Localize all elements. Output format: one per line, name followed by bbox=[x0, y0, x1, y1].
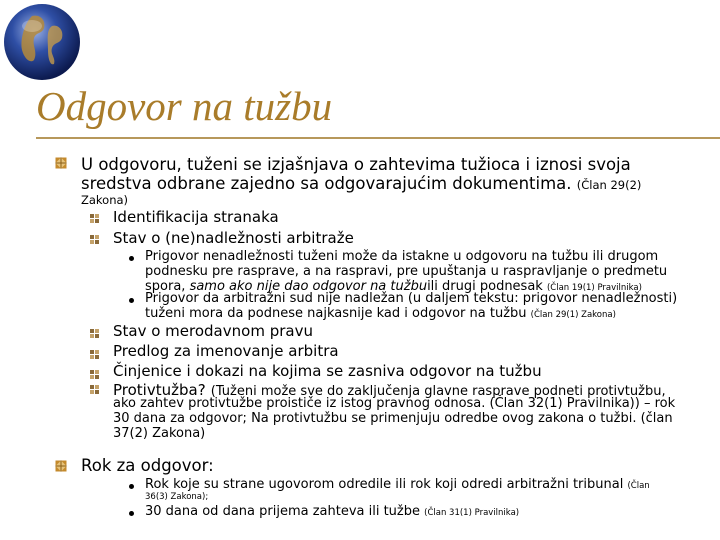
objection-text-b: ili drugi podnesak bbox=[427, 279, 543, 294]
objection-deadline-line-2 bbox=[145, 306, 616, 323]
main-point-1-line-1: U odgovoru, tuženi se izjašnjava o zahtevima tužioca i iznosi svoja bbox=[81, 155, 631, 174]
counterclaim-lead: Protivtužba? bbox=[113, 381, 206, 399]
deadline-reference-1a: (Član bbox=[627, 481, 650, 491]
main-point-1-reference: (Član 29(2) bbox=[576, 178, 642, 192]
deadline-line-1 bbox=[145, 477, 650, 494]
objection-deadline-line-1: Prigovor da arbitražni sud nije nadležan (u daljem tekstu: prigovor nenadležnosti) bbox=[145, 291, 678, 306]
dot-bullet-icon bbox=[129, 511, 134, 516]
dot-bullet-icon bbox=[129, 484, 134, 489]
diamond-bullet-icon bbox=[55, 157, 67, 169]
diamond-bullet-icon bbox=[55, 460, 67, 472]
dot-bullet-icon bbox=[129, 256, 134, 261]
sub-point-applicable-law: Stav o merodavnom pravu bbox=[113, 322, 313, 340]
square-bullet-icon bbox=[90, 385, 99, 394]
square-bullet-icon bbox=[90, 214, 99, 223]
objection-detail-line-1: Prigovor nenadležnosti tuženi može da istakne u odgovoru na tužbu ili drugom bbox=[145, 249, 659, 264]
main-point-1-text: sredstva odbrane zajedno sa odgovarajućim dokumentima. bbox=[81, 174, 572, 193]
main-point-2: Rok za odgovor: bbox=[81, 456, 214, 475]
title-underline bbox=[36, 137, 720, 139]
counterclaim-line-4: 37(2) Zakona) bbox=[113, 426, 206, 441]
globe-icon bbox=[2, 2, 82, 82]
sub-point-facts-evidence: Činjenice i dokazi na kojima se zasniva odgovor na tužbu bbox=[113, 362, 542, 380]
main-point-1-reference-end: Zakona) bbox=[81, 193, 129, 207]
objection-text-a: spora, bbox=[145, 279, 186, 294]
counterclaim-line-3: 30 dana za odgovor; Na protivtužbu se primenjuju odredbe ovog zakona o tužbi. (član bbox=[113, 411, 673, 426]
dot-bullet-icon bbox=[129, 298, 134, 303]
objection-detail-line-2: podnesku pre rasprave, a na raspravi, pre upuštanja u raspravljanje o predmetu bbox=[145, 264, 668, 279]
deadline-line-2 bbox=[145, 504, 519, 521]
square-bullet-icon bbox=[90, 370, 99, 379]
deadline-text-1: Rok koje su strane ugovorom odredile ili rok koji odredi arbitražni tribunal bbox=[145, 477, 624, 492]
counterclaim-text-1: (Tuženi može sve do zaključenja glavne rasprave podneti protivtužbu, bbox=[210, 384, 666, 399]
sub-point-jurisdiction: Stav o (ne)nadležnosti arbitraže bbox=[113, 229, 354, 247]
objection-text-emphasis: samo ako nije dao odgovor na tužbu bbox=[189, 279, 428, 294]
slide-title: Odgovor na tužbu bbox=[36, 83, 333, 129]
square-bullet-icon bbox=[90, 235, 99, 244]
objection-deadline-text: tuženi mora da podnese najkasnije kad i odgovor na tužbu bbox=[145, 306, 527, 321]
deadline-text-2: 30 dana od dana prijema zahteva ili tužbe bbox=[145, 504, 420, 519]
square-bullet-icon bbox=[90, 329, 99, 338]
main-point-1-line-2 bbox=[81, 174, 641, 195]
counterclaim-line-2: ako zahtev protivtužbe proističe iz istog pravnog odnosa. (Član 32(1) Pravilnika)) – rok bbox=[113, 396, 676, 411]
objection-reference: (Član 19(1) Pravilnika) bbox=[546, 283, 642, 293]
deadline-reference-1b: 36(3) Zakona); bbox=[145, 492, 209, 502]
sub-point-identification: Identifikacija stranaka bbox=[113, 208, 279, 226]
deadline-reference-2: (Član 31(1) Pravilnika) bbox=[424, 508, 520, 518]
sub-point-arbitrator-proposal: Predlog za imenovanje arbitra bbox=[113, 342, 339, 360]
square-bullet-icon bbox=[90, 350, 99, 359]
objection-deadline-reference: (Član 29(1) Zakona) bbox=[530, 310, 616, 320]
